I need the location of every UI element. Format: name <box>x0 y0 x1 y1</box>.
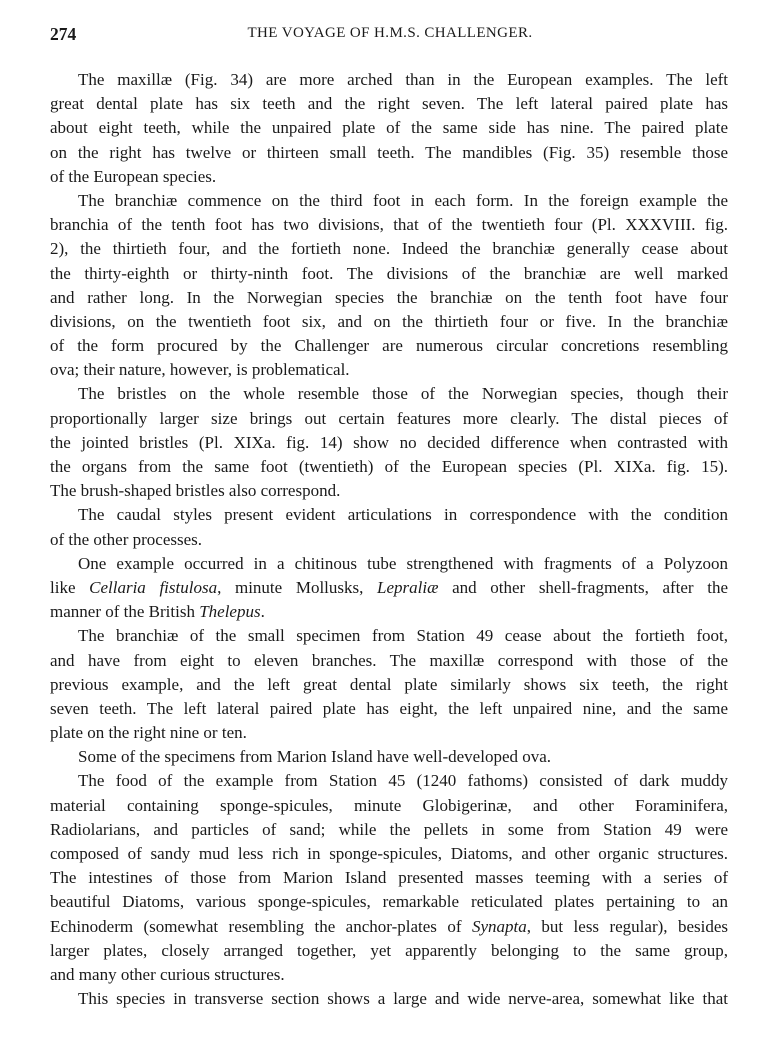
text-line: of the other processes. <box>50 529 203 549</box>
paragraph <box>50 189 728 383</box>
paragraph <box>50 503 728 551</box>
text-line: This species in transverse section shows a large and wide nerve-area, somewhat like that <box>78 989 728 1009</box>
text-segment: . <box>260 602 265 622</box>
text-line: about eight teeth, while the unpaired plate of the same side has nine. The paired plate <box>50 118 728 138</box>
text-line: the organs from the same foot (twentieth) of the European species (Pl. XIXa. fig. 15). <box>50 457 728 476</box>
text-line: the jointed bristles (Pl. XIXa. fig. 14) show no decided difference when contrasted with <box>50 432 728 452</box>
text-line: proportionally larger size brings out certain features more clearly. The distal pieces of <box>50 408 728 428</box>
text-line: branchia of the tenth foot has two divisions, that of the twentieth four (Pl. XXXVIII. fig. <box>50 215 728 235</box>
paragraph <box>50 769 728 987</box>
text-line: and many other curious structures. <box>50 964 285 984</box>
text-line: The branchiæ of the small specimen from Station 49 cease about the fortieth foot, <box>78 626 728 646</box>
text-line: beautiful Diatoms, various sponge-spicules, remarkable reticulated plates pertaining to an <box>50 892 728 912</box>
text-line: seven teeth. The left lateral paired plate has eight, the left unpaired nine, and the same <box>50 698 728 718</box>
text-line: material containing sponge-spicules, minute Globigerinæ, and other Foraminifera, <box>50 795 728 815</box>
text-line <box>50 576 728 600</box>
paragraph <box>50 552 728 625</box>
text-line: The bristles on the whole resemble those of the Norwegian species, though their <box>78 384 728 404</box>
paragraph <box>50 987 728 1011</box>
text-line: The branchiæ commence on the third foot in each form. In the foreign example the <box>78 190 728 210</box>
text-line: 2), the thirtieth four, and the fortieth none. Indeed the branchiæ generally cease about <box>50 239 728 259</box>
text-line: plate on the right nine or ten. <box>50 723 247 743</box>
text-line: The brush-shaped bristles also correspond. <box>50 481 341 501</box>
italic-taxon: Cellaria fistulosa <box>89 577 218 597</box>
text-segment: manner of the British <box>50 602 200 622</box>
text-line: The food of the example from Station 45 (1240 fathoms) consisted of dark muddy <box>78 771 728 791</box>
text-line: of the European species. <box>50 166 217 186</box>
text-line <box>50 915 728 939</box>
text-line: and rather long. In the Norwegian species the branchiæ on the tenth foot have four <box>50 287 728 307</box>
text-line: and have from eight to eleven branches. The maxillæ correspond with those of the <box>50 650 728 670</box>
paragraph <box>50 624 728 745</box>
running-head-title: THE VOYAGE OF H.M.S. CHALLENGER. <box>247 25 533 41</box>
text-line: The intestines of those from Marion Island presented masses teeming with a series of <box>50 868 728 888</box>
italic-taxon: Thelepus <box>199 602 261 622</box>
text-line: composed of sandy mud less rich in sponge-spicules, Diatoms, and other organic structures. <box>50 844 728 863</box>
text-line: One example occurred in a chitinous tube strengthened with fragments of a Polyzoon <box>78 553 728 573</box>
text-segment: like <box>50 577 90 597</box>
page-number: 274 <box>50 24 77 44</box>
text-line: on the right has twelve or thirteen small teeth. The mandibles (Fig. 35) resemble those <box>50 142 728 162</box>
text-line: previous example, and the left great dental plate similarly shows six teeth, the right <box>50 674 728 694</box>
text-line: The maxillæ (Fig. 34) are more arched than in the European examples. The left <box>78 70 728 89</box>
text-line: Some of the specimens from Marion Island have well-developed ova. <box>78 747 552 767</box>
paragraph <box>50 382 728 503</box>
italic-taxon: Lepraliæ <box>377 577 439 597</box>
text-line: Radiolarians, and particles of sand; while the pellets in some from Station 49 were <box>50 819 728 839</box>
text-segment: , minute Mollusks, <box>217 577 378 597</box>
running-header <box>50 24 730 48</box>
text-segment: , but less regular), besides <box>526 916 728 936</box>
text-line: of the form procured by the Challenger are numerous circular concretions resembling <box>50 336 728 356</box>
paragraph <box>50 745 728 769</box>
text-line: larger plates, closely arranged together, yet apparently belonging to the same group, <box>50 940 728 960</box>
text-line: divisions, on the twentieth foot six, and on the thirtieth four or five. In the branchiæ <box>50 311 728 331</box>
paragraph <box>50 68 728 189</box>
body-text <box>50 68 728 1011</box>
italic-taxon: Synapta <box>471 916 527 936</box>
text-line <box>50 600 728 624</box>
text-segment: Echinoderm (somewhat resembling the anchor-plates of <box>50 916 472 936</box>
text-line: ova; their nature, however, is problematical. <box>50 360 350 380</box>
text-segment: and other shell-fragments, after the <box>438 577 728 597</box>
text-line: The caudal styles present evident articulations in correspondence with the condition <box>78 505 728 525</box>
text-line: great dental plate has six teeth and the right seven. The left lateral paired plate has <box>50 94 728 114</box>
text-line: the thirty-eighth or thirty-ninth foot. The divisions of the branchiæ are well marked <box>50 263 728 283</box>
